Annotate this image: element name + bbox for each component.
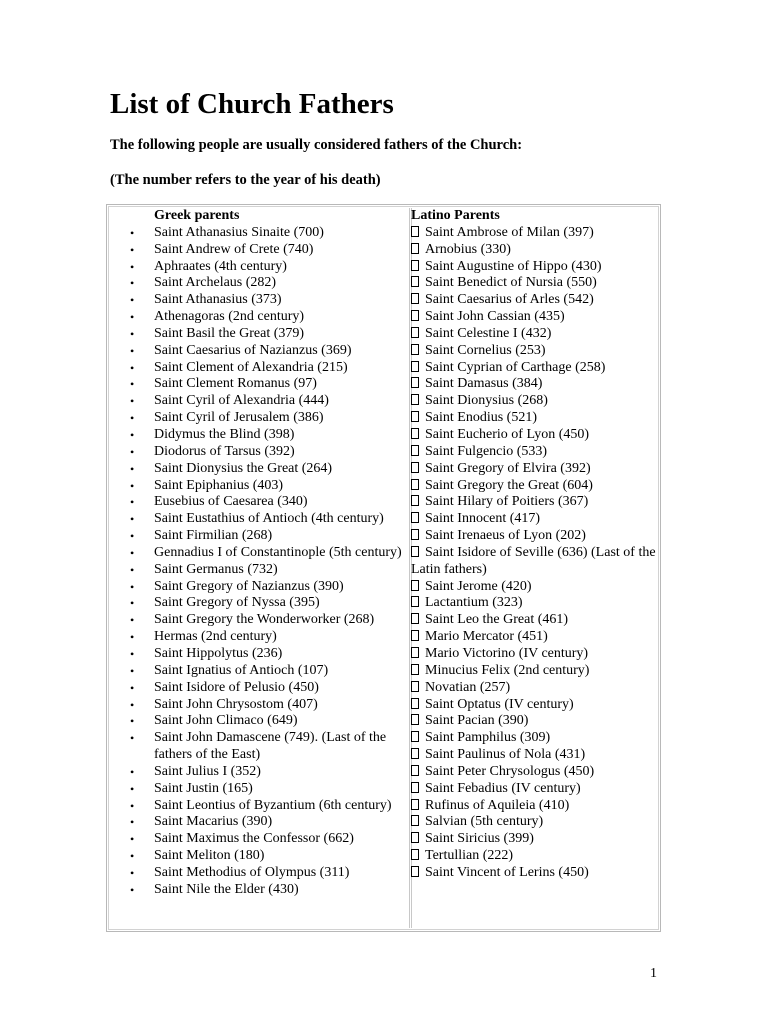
missing-glyph-box-icon: [411, 495, 419, 506]
latin-father-item: [411, 494, 663, 511]
missing-glyph-box-icon: [411, 260, 419, 271]
missing-glyph-box-icon: [411, 445, 419, 456]
latin-father-item: [411, 528, 663, 545]
missing-glyph-box-icon: [411, 243, 419, 254]
latin-father-name: Saint Ambrose of Milan (397): [425, 224, 594, 240]
latin-father-item: [411, 831, 663, 848]
missing-glyph-box-icon: [411, 580, 419, 591]
latin-father-item: [411, 376, 663, 393]
latin-father-name: Saint Fulgencio (533): [425, 443, 548, 459]
latin-father-name: Saint Gregory the Great (604): [425, 477, 593, 493]
missing-glyph-box-icon: [411, 512, 419, 523]
missing-glyph-box-icon: [411, 377, 419, 388]
latin-father-item: [411, 444, 663, 461]
latin-father-name: Saint Caesarius of Arles (542): [425, 292, 594, 308]
latin-father-name: Saint Irenaeus of Lyon (202): [425, 528, 586, 544]
latin-father-item: [411, 292, 663, 309]
latin-father-item: [411, 713, 663, 730]
latin-father-name: Saint Eucherio of Lyon (450): [425, 427, 590, 443]
missing-glyph-box-icon: [411, 361, 419, 372]
greek-father-item: • Saint Athanasius (373): [154, 292, 414, 309]
greek-father-item: • Saint Isidore of Pelusio (450): [154, 680, 414, 697]
missing-glyph-box-icon: [411, 344, 419, 355]
greek-father-item: • Saint Leontius of Byzantium (6th century): [154, 798, 414, 815]
greek-father-item: • Saint Nile the Elder (430): [154, 882, 414, 899]
latin-fathers-heading: Latino Parents: [411, 208, 500, 223]
greek-father-item: • Saint Caesarius of Nazianzus (369): [154, 343, 414, 360]
latin-father-name: Saint Celestine I (432): [425, 325, 552, 341]
latin-father-item: [411, 478, 663, 495]
missing-glyph-box-icon: [411, 411, 419, 422]
missing-glyph-box-icon: [411, 327, 419, 338]
greek-father-item: • Athenagoras (2nd century): [154, 309, 414, 326]
greek-father-item: • Saint Hippolytus (236): [154, 646, 414, 663]
latin-father-item: [411, 595, 663, 612]
latin-father-name: Saint Benedict of Nursia (550): [425, 275, 597, 291]
latin-father-item: [411, 646, 663, 663]
latin-father-name: Minucius Felix (2nd century): [425, 662, 590, 678]
latin-father-name: Saint Damasus (384): [425, 376, 543, 392]
greek-father-item: • Saint Cyril of Alexandria (444): [154, 393, 414, 410]
greek-father-item: • Saint Clement Romanus (97): [154, 376, 414, 393]
latin-father-item: [411, 225, 663, 242]
greek-father-item: • Saint Macarius (390): [154, 814, 414, 831]
latin-father-item: [411, 781, 663, 798]
greek-father-item: • Saint Cyril of Jerusalem (386): [154, 410, 414, 427]
latin-father-item: [411, 579, 663, 596]
missing-glyph-box-icon: [411, 765, 419, 776]
latin-father-item: [411, 360, 663, 377]
greek-fathers-heading: Greek parents: [154, 208, 240, 223]
latin-father-item: [411, 764, 663, 781]
missing-glyph-box-icon: [411, 293, 419, 304]
latin-father-name: Novatian (257): [425, 679, 511, 695]
missing-glyph-box-icon: [411, 596, 419, 607]
latin-father-name: Saint Augustine of Hippo (430): [425, 258, 602, 274]
latin-father-name: Tertullian (222): [425, 848, 514, 864]
greek-father-item: • Saint Basil the Great (379): [154, 326, 414, 343]
latin-father-item: [411, 242, 663, 259]
latin-father-name: Salvian (5th century): [425, 814, 544, 830]
latin-father-item: [411, 814, 663, 831]
missing-glyph-box-icon: [411, 849, 419, 860]
latin-father-name: Saint Paulinus of Nola (431): [425, 747, 586, 763]
latin-father-item: [411, 680, 663, 697]
latin-father-name: Saint Isidore of Seville (636) (Last of the Latin fathers): [411, 544, 656, 577]
greek-father-item: • Saint John Chrysostom (407): [154, 697, 414, 714]
greek-father-item: • Saint Clement of Alexandria (215): [154, 360, 414, 377]
latin-father-name: Saint Optatus (IV century): [425, 696, 574, 712]
missing-glyph-box-icon: [411, 462, 419, 473]
latin-father-name: Saint Pacian (390): [425, 713, 529, 729]
greek-father-item: • Diodorus of Tarsus (392): [154, 444, 414, 461]
missing-glyph-box-icon: [411, 226, 419, 237]
greek-father-item: • Saint Ignatius of Antioch (107): [154, 663, 414, 680]
greek-father-item: • Saint Gregory of Nyssa (395): [154, 595, 414, 612]
greek-fathers-list: [154, 225, 414, 899]
latin-father-item: [411, 747, 663, 764]
greek-father-item: • Gennadius I of Constantinople (5th century): [154, 545, 414, 562]
greek-father-item: • Saint Maximus the Confessor (662): [154, 831, 414, 848]
greek-father-item: • Saint Justin (165): [154, 781, 414, 798]
latin-father-name: Saint Siricius (399): [425, 831, 534, 847]
missing-glyph-box-icon: [411, 394, 419, 405]
missing-glyph-box-icon: [411, 698, 419, 709]
greek-father-item: • Saint Eustathius of Antioch (4th century): [154, 511, 414, 528]
greek-father-item: • Saint Dionysius the Great (264): [154, 461, 414, 478]
missing-glyph-box-icon: [411, 714, 419, 725]
greek-father-item: • Saint Andrew of Crete (740): [154, 242, 414, 259]
latin-father-item: [411, 511, 663, 528]
latin-father-name: Mario Mercator (451): [425, 629, 548, 645]
latin-father-item: [411, 612, 663, 629]
latin-fathers-list: [411, 225, 663, 882]
greek-father-item: • Saint Gregory the Wonderworker (268): [154, 612, 414, 629]
greek-father-item: • Didymus the Blind (398): [154, 427, 414, 444]
greek-father-item: • Saint John Climaco (649): [154, 713, 414, 730]
church-fathers-table: [106, 204, 661, 932]
missing-glyph-box-icon: [411, 799, 419, 810]
missing-glyph-box-icon: [411, 310, 419, 321]
latin-father-name: Saint Dionysius (268): [425, 393, 548, 409]
intro-text: The following people are usually considered fathers of the Church:: [110, 137, 523, 153]
greek-father-item: • Saint Firmilian (268): [154, 528, 414, 545]
latin-father-item: [411, 393, 663, 410]
latin-father-name: Saint Hilary of Poitiers (367): [425, 494, 589, 510]
latin-father-item: [411, 326, 663, 343]
latin-father-name: Mario Victorino (IV century): [425, 645, 589, 661]
page-title: List of Church Fathers: [110, 88, 394, 120]
latin-father-name: Saint Peter Chrysologus (450): [425, 763, 595, 779]
latin-father-item: [411, 798, 663, 815]
missing-glyph-box-icon: [411, 428, 419, 439]
missing-glyph-box-icon: [411, 546, 419, 557]
missing-glyph-box-icon: [411, 782, 419, 793]
greek-father-item: • Eusebius of Caesarea (340): [154, 494, 414, 511]
greek-father-item: • Saint Germanus (732): [154, 562, 414, 579]
death-year-note: (The number refers to the year of his death): [110, 172, 381, 188]
missing-glyph-box-icon: [411, 748, 419, 759]
missing-glyph-box-icon: [411, 647, 419, 658]
greek-father-item: • Saint Athanasius Sinaite (700): [154, 225, 414, 242]
latin-father-item: [411, 275, 663, 292]
latin-father-name: Saint Vincent of Lerins (450): [425, 864, 589, 880]
missing-glyph-box-icon: [411, 664, 419, 675]
latin-father-name: Saint Innocent (417): [425, 511, 541, 527]
greek-father-item: • Saint Gregory of Nazianzus (390): [154, 579, 414, 596]
latin-father-name: Saint Pamphilus (309): [425, 730, 551, 746]
latin-father-item: [411, 663, 663, 680]
latin-father-item: [411, 259, 663, 276]
latin-father-item: [411, 848, 663, 865]
missing-glyph-box-icon: [411, 529, 419, 540]
latin-father-item: [411, 427, 663, 444]
missing-glyph-box-icon: [411, 479, 419, 490]
greek-father-item: • Aphraates (4th century): [154, 259, 414, 276]
greek-father-item: • Saint Methodius of Olympus (311): [154, 865, 414, 882]
latin-father-name: Saint Leo the Great (461): [425, 612, 569, 628]
missing-glyph-box-icon: [411, 681, 419, 692]
greek-father-item: • Hermas (2nd century): [154, 629, 414, 646]
missing-glyph-box-icon: [411, 630, 419, 641]
latin-father-item: [411, 629, 663, 646]
latin-father-name: Saint Cyprian of Carthage (258): [425, 359, 606, 375]
greek-father-item: • Saint Meliton (180): [154, 848, 414, 865]
latin-father-item: [411, 730, 663, 747]
latin-father-name: Saint Jerome (420): [425, 578, 532, 594]
greek-father-item: • Saint Archelaus (282): [154, 275, 414, 292]
latin-father-name: Lactantium (323): [425, 595, 523, 611]
missing-glyph-box-icon: [411, 832, 419, 843]
latin-father-item: [411, 410, 663, 427]
greek-father-item: • Saint Julius I (352): [154, 764, 414, 781]
latin-father-name: Saint Febadius (IV century): [425, 780, 581, 796]
latin-father-item: [411, 697, 663, 714]
latin-father-name: Saint Enodius (521): [425, 410, 537, 426]
latin-father-name: Saint Gregory of Elvira (392): [425, 460, 591, 476]
greek-father-item: • Saint Epiphanius (403): [154, 478, 414, 495]
missing-glyph-box-icon: [411, 815, 419, 826]
missing-glyph-box-icon: [411, 866, 419, 877]
latin-father-item: [411, 309, 663, 326]
missing-glyph-box-icon: [411, 613, 419, 624]
latin-father-item: [411, 343, 663, 360]
latin-father-name: Arnobius (330): [425, 241, 511, 257]
latin-father-name: Saint John Cassian (435): [425, 309, 565, 325]
page-number: 1: [650, 966, 657, 981]
latin-father-item: [411, 461, 663, 478]
latin-father-item: [411, 865, 663, 882]
missing-glyph-box-icon: [411, 276, 419, 287]
latin-father-name: Saint Cornelius (253): [425, 342, 546, 358]
latin-father-name: Rufinus of Aquileia (410): [425, 797, 570, 813]
latin-father-item: [411, 545, 663, 579]
greek-father-item: • Saint John Damascene (749). (Last of the fathers of the East): [154, 730, 414, 764]
missing-glyph-box-icon: [411, 731, 419, 742]
